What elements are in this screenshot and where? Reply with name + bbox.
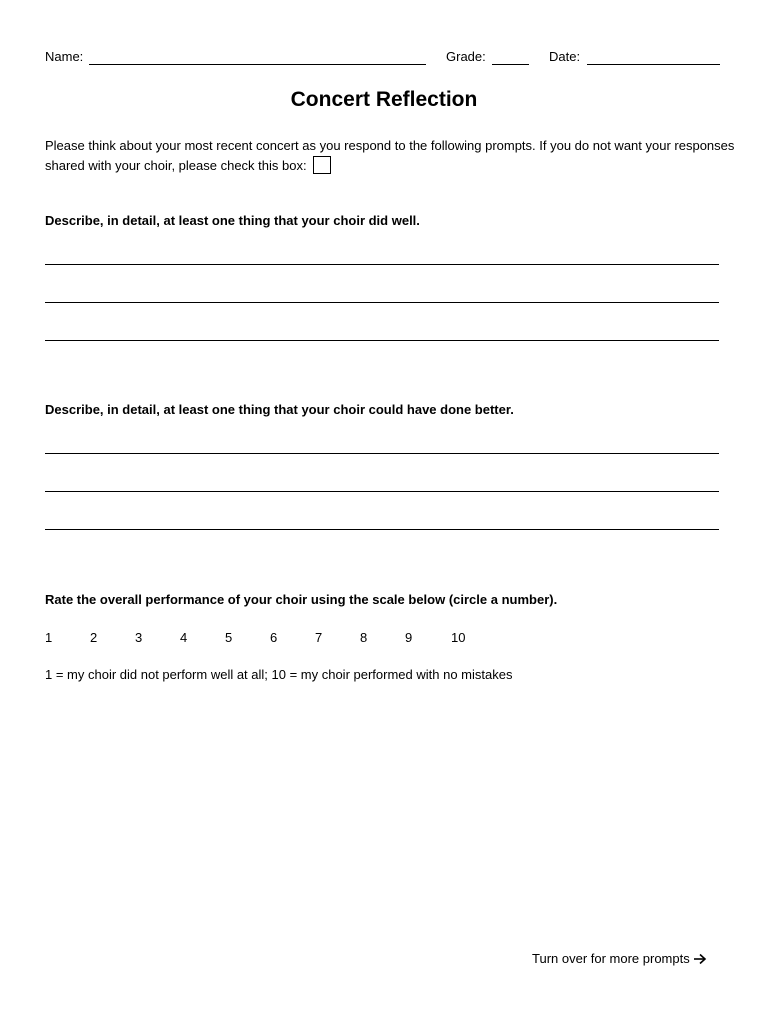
rating-option[interactable]: 9 (405, 630, 413, 645)
name-field-line[interactable] (89, 64, 426, 65)
rating-scale-legend: 1 = my choir did not perform well at all; 10 = my choir performed with no mistakes (45, 667, 513, 682)
grade-label: Grade: (446, 49, 486, 64)
answer-line[interactable] (45, 529, 719, 530)
rating-option[interactable]: 8 (360, 630, 368, 645)
rating-option[interactable]: 7 (315, 630, 323, 645)
answer-line[interactable] (45, 340, 719, 341)
answer-line[interactable] (45, 264, 719, 265)
rating-option[interactable]: 5 (225, 630, 233, 645)
intro-text: Please think about your most recent concert as you respond to the following prompts. If you do not want your responses shared with your choir, please check this box: (45, 138, 735, 173)
page-title: Concert Reflection (290, 88, 478, 111)
prompt-could-do-better: Describe, in detail, at least one thing that your choir could have done better. (45, 402, 514, 417)
answer-line[interactable] (45, 491, 719, 492)
date-field-line[interactable] (587, 64, 720, 65)
answer-line[interactable] (45, 302, 719, 303)
name-label: Name: (45, 49, 84, 64)
turn-over-note (532, 951, 707, 968)
rating-option[interactable]: 6 (270, 630, 278, 645)
answer-line[interactable] (45, 453, 719, 454)
turn-over-text: Turn over for more prompts (532, 951, 690, 966)
rating-option[interactable]: 2 (90, 630, 98, 645)
share-opt-out-checkbox[interactable] (313, 156, 331, 174)
rating-option[interactable]: 4 (180, 630, 188, 645)
grade-field-line[interactable] (492, 64, 529, 65)
rating-option[interactable]: 3 (135, 630, 143, 645)
prompt-did-well: Describe, in detail, at least one thing that your choir did well. (45, 213, 420, 228)
right-arrow-icon (693, 953, 707, 968)
rating-option[interactable]: 1 (45, 630, 53, 645)
rating-option[interactable]: 10 (451, 630, 466, 645)
date-label: Date: (549, 49, 581, 64)
intro-paragraph (45, 136, 735, 176)
prompt-rate-performance: Rate the overall performance of your choir using the scale below (circle a number). (45, 592, 558, 607)
